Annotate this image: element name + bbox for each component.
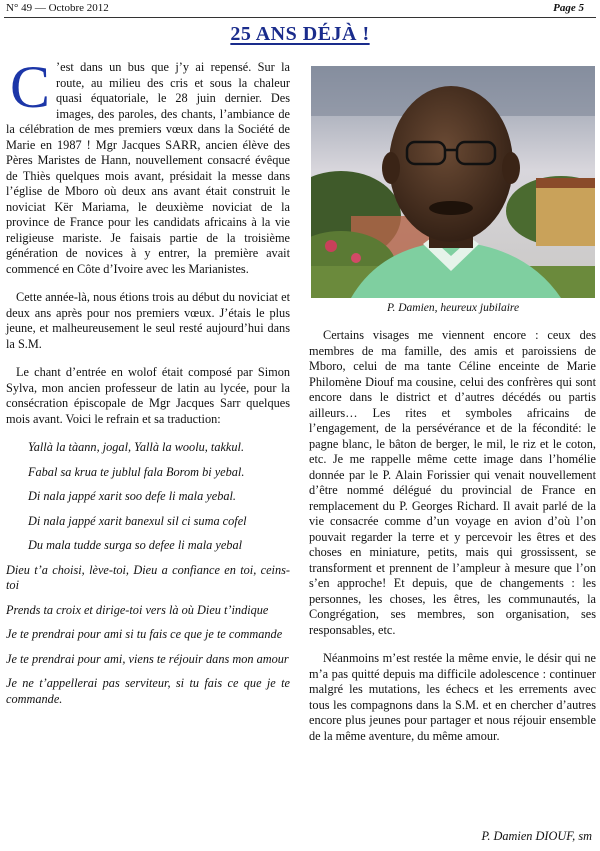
drop-cap: C [10,54,51,120]
wolof-refrain [6,440,290,554]
paragraph: Le chant d’entrée en wolof était composé par Simon Sylva, mon ancien professeur de latin au lycée, pour la consécration épiscopale de Mgr Jacques Sarr quelques mois avant. Voici le refrain et sa traduction: [6,365,290,426]
refrain-line: Yallà la tàann, jogal, Yallà la woolu, takkul. [28,440,245,454]
refrain-line: Di nala jappé xarit banexul sil ci suma cofel [28,513,247,528]
translation-line: Dieu t’a choisi, lève-toi, Dieu a confiance en toi, ceins-toi [6,562,290,592]
header-divider [4,17,596,18]
left-column [6,54,290,716]
right-column [309,328,596,757]
translation-line: Je te prendrai pour ami, viens te réjouir dans mon amour [6,651,289,666]
article-title: 25 ANS DÉJÀ ! [230,23,370,45]
page-header [6,0,594,16]
refrain-line: Du mala tudde surga so defee li mala yebal [28,538,243,552]
author-signature: P. Damien DIOUF, sm [481,829,592,843]
refrain-line: Di nala jappé xarit soo defe li mala yebal. [28,489,236,503]
photo-caption: P. Damien, heureux jubilaire [386,302,520,314]
portrait-photo [311,66,595,298]
paragraph: Certains visages me viennent encore : ceux des membres de ma famille, des amis et paroissiens de Mboro, celui de ma tante Céline enceinte de Marie Philomène Diouf ma cousine, celui des confrères qui sont encore dans le district et d’autres décédés ou partis ailleurs… Les rites et symboles africains de l’engagement, de la persévérance et de la fécondité: le pagne blanc, le bâton de berger, le mil, le riz et le coton, etc. Je me rappelle même cette image dans l’homélie donnée par le P. Alain Forissier qui venait nouvellement d’être nommé délégué du provincial de France en remplacement du P. Georges Richard. Il avait parlé de la vie consacrée comme d’un voyage en avion d’où l’on pouvait regarder la terre et y percevoir les êtres et des choses en miniature, petits, mais qui grossissent, se transforment et prennent de l’ampleur à mesure que l’on s’en approche! Et depuis, que de changements : les personnes, les choses, les êtres, les communautés, la Congrégation, ses membres, son organisation, ses responsables, etc. [309,328,596,637]
paragraph: Cette année-là, nous étions trois au début du noviciat et deux ans après pour nos premiers vœux. J’étais le plus jeune, et malheureusement le seul resté aujourd’hui dans la S.M. [6,290,290,351]
issue-number: N° 49 — Octobre 2012 [6,2,109,14]
refrain-line: Fabal sa krua te jublul fala Borom bi yebal. [28,464,245,479]
translation-line: Je ne t’appellerai pas serviteur, si tu fais ce que je te commande. [6,676,290,706]
page-number: Page 5 [553,2,584,14]
paragraph: Néanmoins m’est restée la même envie, le désir qui ne m’a pas quitté depuis ma difficile adolescence : continuer malgré les mutations, les échecs et les errements avec tous les compagnons dans la S.M. et en chercher d’autres encore plus jeunes pour partager et nous réjouir ensemble de la même aventure, du même amour. [309,651,596,743]
french-translation [6,563,290,708]
translation-line: Prends ta croix et dirige-toi vers là où Dieu t’indique [6,602,269,617]
intro-paragraph: C ’est dans un bus que j’y ai repensé. Sur la route, au milieu des cris et sous la chaleur quasi équatoriale, le 28 juin dernier. Des images, des paroles, des chants, l’ambiance de la célébration de mes premiers vœux dans la Société de Marie en 1987 ! Mgr Jacques SARR, ancien élève des Pères Maristes de Hann, nouvellement consacré évêque de Thiès quelques mois avant, présidait la messe dans l’église de Mboro où deux ans avant était construit le noviciat Kër Mariama, le deuxième noviciat de la province de France pour les candidats africains à la vie religieuse mariste. Je faisais partie de la troisième génération de novices à y entrer, la première avait commencé en Côte d’Ivoire avec les Marianistes. [6,54,290,276]
translation-line: Je te prendrai pour ami si tu fais ce que je te commande [6,627,283,641]
